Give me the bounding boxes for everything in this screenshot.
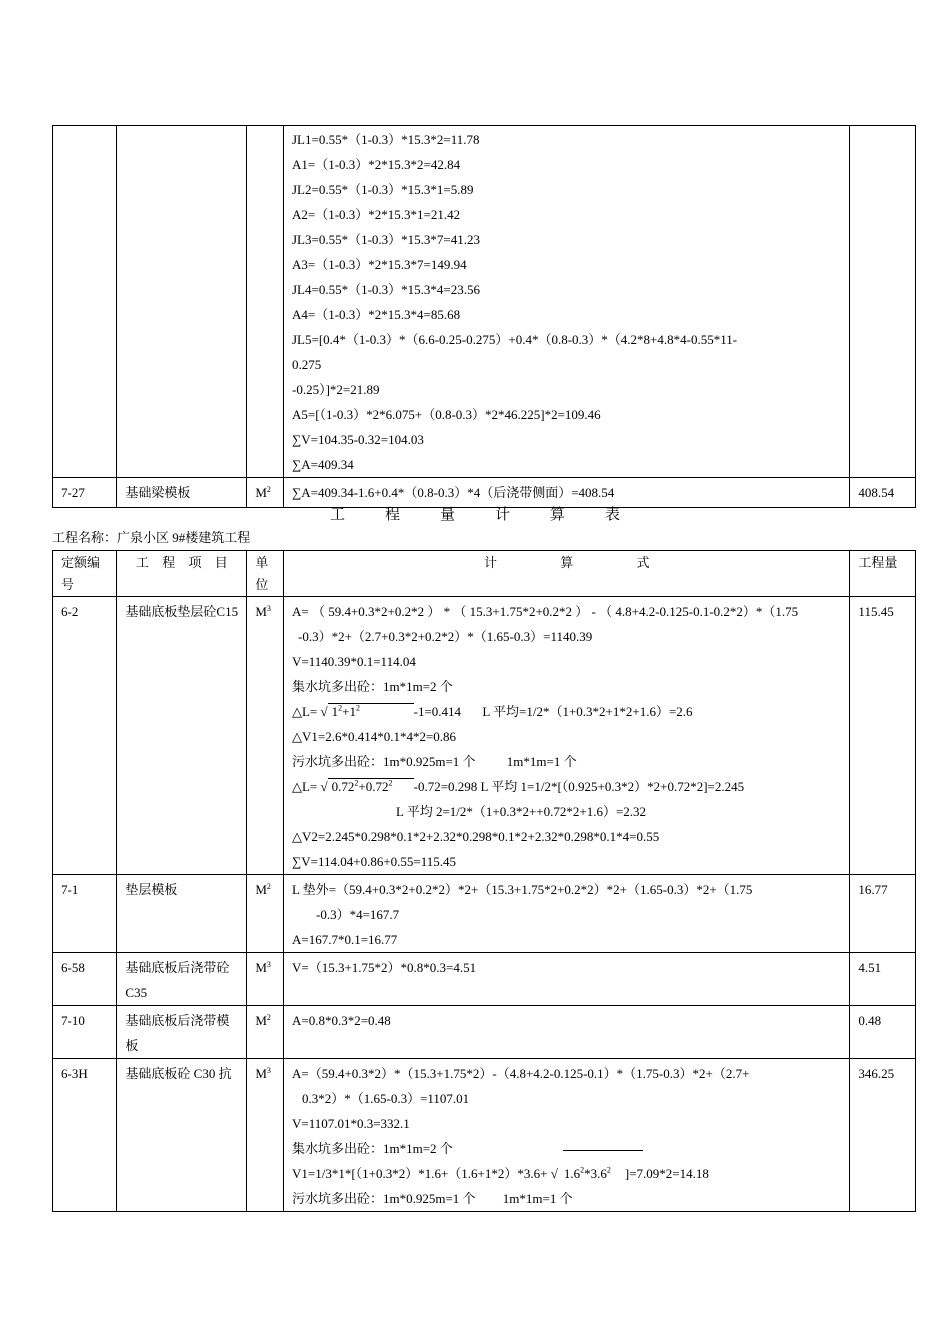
formula-line: A=（59.4+0.3*2）*（15.3+1.75*2）-（4.8+4.2-0.125-0.1）*（1.75-0.3）*2+（2.7+ xyxy=(291,1066,750,1081)
radicand xyxy=(558,1166,617,1181)
unit-cell xyxy=(247,126,284,478)
formula-line: ∑A=409.34 xyxy=(291,457,354,472)
formula-line: ∑V=114.04+0.86+0.55=115.45 xyxy=(291,854,457,869)
formula-line xyxy=(292,749,841,774)
formula-line: JL3=0.55*（1-0.3）*15.3*7=41.23 xyxy=(291,232,480,247)
radicand-base: 1 xyxy=(331,704,339,719)
formula-cell xyxy=(283,597,849,875)
unit-base: M xyxy=(255,485,267,500)
formula-line xyxy=(292,1161,841,1186)
formula-text: 1m*1m=1 个 xyxy=(502,1191,573,1206)
formula-cell xyxy=(283,126,849,478)
quantity-cell: 115.45 xyxy=(850,597,916,875)
radicand-exp: 2 xyxy=(580,1165,585,1175)
radicand-exp: 2 xyxy=(354,778,359,788)
table-row xyxy=(53,953,916,1006)
radicand-exp: 2 xyxy=(606,1165,611,1175)
table-row xyxy=(53,126,916,478)
title-char: 工 xyxy=(329,507,345,523)
quantity-cell: 16.77 xyxy=(850,875,916,953)
formula-line: △V2=2.245*0.298*0.1*2+2.32*0.298*0.1*2+2.32*0.298*0.1*4=0.55 xyxy=(291,829,660,844)
formula-line: -0.3）*2+（2.7+0.3*2+0.2*2）*（1.65-0.3）=1140.39 xyxy=(297,629,593,644)
table-row xyxy=(53,875,916,953)
formula-line: JL2=0.55*（1-0.3）*15.3*1=5.89 xyxy=(291,182,474,197)
formula-line xyxy=(292,774,841,799)
formula-line xyxy=(292,1186,841,1211)
formula-text: 集水坑多出砼：1m*1m=2 个 xyxy=(291,1141,453,1156)
formula-line xyxy=(292,699,841,724)
formula-line: A=167.7*0.1=16.77 xyxy=(291,932,398,947)
unit-exponent: 2 xyxy=(266,485,271,494)
code-cell: 7-1 xyxy=(53,875,117,953)
header-unit: 单位 xyxy=(247,551,284,597)
table-row xyxy=(53,1006,916,1059)
calc-table xyxy=(52,550,916,1212)
item-cell: 垫层模板 xyxy=(117,875,247,953)
formula-line: A=0.8*0.3*2=0.48 xyxy=(291,1013,391,1028)
formula-line: ∑A=409.34-1.6+0.4*（0.8-0.3）*4（后浇带侧面）=408.54 xyxy=(291,485,615,500)
formula-text: ]=7.09*2=14.18 xyxy=(624,1166,709,1181)
project-name: 工程名称：广泉小区 9#楼建筑工程 xyxy=(52,530,251,545)
title-char: 表 xyxy=(605,507,621,523)
formula-text: -0.72=0.298 L 平均 1=1/2*[（0.925+0.3*2）*2+0.72*2]=2.245 xyxy=(413,779,745,794)
code-cell xyxy=(53,126,117,478)
formula-line: -0.25）]*2=21.89 xyxy=(291,382,380,397)
table-header-row xyxy=(53,551,916,597)
formula-text: △L= √ xyxy=(291,704,328,719)
unit-exponent: 3 xyxy=(266,1066,271,1075)
formula-line: A3=（1-0.3）*2*15.3*7=149.94 xyxy=(291,257,467,272)
formula-line: A1=（1-0.3）*2*15.3*2=42.84 xyxy=(291,157,461,172)
unit-base: M xyxy=(255,960,267,975)
item-cell: 基础梁模板 xyxy=(117,478,247,508)
formula-line: V=1107.01*0.3=332.1 xyxy=(291,1116,410,1131)
quantity-cell: 408.54 xyxy=(850,478,916,508)
page-title xyxy=(0,503,950,524)
sqrt-radicand xyxy=(328,703,414,720)
formula-line: A4=（1-0.3）*2*15.3*4=85.68 xyxy=(291,307,461,322)
sqrt-radicand xyxy=(328,778,414,795)
formula-line: 0.275 xyxy=(291,357,322,372)
radicand-exp: 2 xyxy=(338,703,343,713)
item-cell xyxy=(117,126,247,478)
item-cell: 基础底板后浇带砼C35 xyxy=(117,953,247,1006)
item-cell: 基础底板后浇带模板 xyxy=(117,1006,247,1059)
unit-cell xyxy=(247,597,284,875)
formula-line: A2=（1-0.3）*2*15.3*1=21.42 xyxy=(291,207,461,222)
title-char: 量 xyxy=(439,507,455,523)
item-cell: 基础底板垫层砼C15 xyxy=(117,597,247,875)
unit-cell xyxy=(247,1006,284,1059)
header-code: 定额编号 xyxy=(53,551,117,597)
formula-text: 1m*1m=1 个 xyxy=(506,754,577,769)
formula-line: ∑V=104.35-0.32=104.03 xyxy=(291,432,424,447)
formula-text: -1=0.414 xyxy=(413,704,462,719)
formula-text: 污水坑多出砼：1m*0.925m=1 个 xyxy=(291,1191,476,1206)
quantity-cell: 346.25 xyxy=(850,1059,916,1212)
item-cell: 基础底板砼 C30 抗 xyxy=(117,1059,247,1212)
formula-line: 集水坑多出砼：1m*1m=2 个 xyxy=(291,679,453,694)
radicand-base: +0.72 xyxy=(358,779,389,794)
formula-line: L 垫外=（59.4+0.3*2+0.2*2）*2+（15.3+1.75*2+0.2*2）*2+（1.65-0.3）*2+（1.75 xyxy=(291,882,753,897)
formula-line: -0.3）*4=167.7 xyxy=(315,907,400,922)
formula-cell xyxy=(283,953,849,1006)
header-item: 工 程 项 目 xyxy=(117,551,247,597)
formula-text: V1=1/3*1*[（1+0.3*2）*1.6+（1.6+1*2）*3.6+ √ xyxy=(291,1166,558,1181)
unit-base: M xyxy=(255,604,267,619)
formula-line: JL1=0.55*（1-0.3）*15.3*2=11.78 xyxy=(291,132,480,147)
formula-line: A= （ 59.4+0.3*2+0.2*2 ） * （ 15.3+1.75*2+0.2*2 ） - （ 4.8+4.2-0.125-0.1-0.2*2）*（1.75 xyxy=(291,604,799,619)
radical-overline xyxy=(563,1150,643,1151)
radicand-base: 1.6 xyxy=(563,1166,581,1181)
formula-line: A5=[（1-0.3）*2*6.075+（0.8-0.3）*2*46.225]*2=109.46 xyxy=(291,407,601,422)
radicand-base: *3.6 xyxy=(584,1166,607,1181)
formula-text: L 平均=1/2*（1+0.3*2+1*2+1.6）=2.6 xyxy=(482,704,693,719)
unit-exponent: 3 xyxy=(266,960,271,969)
code-cell: 6-3H xyxy=(53,1059,117,1212)
formula-cell xyxy=(283,875,849,953)
code-cell: 6-58 xyxy=(53,953,117,1006)
formula-text: △L= √ xyxy=(291,779,328,794)
formula-line: JL5=[0.4*（1-0.3）*（6.6-0.25-0.275）+0.4*（0.8-0.3）*（4.2*8+4.8*4-0.55*11- xyxy=(291,332,738,347)
quantity-cell: 0.48 xyxy=(850,1006,916,1059)
radicand-exp: 2 xyxy=(355,703,360,713)
formula-line: 0.3*2）*（1.65-0.3）=1107.01 xyxy=(301,1091,470,1106)
code-cell: 7-27 xyxy=(53,478,117,508)
unit-cell xyxy=(247,1059,284,1212)
formula-line: V=（15.3+1.75*2）*0.8*0.3=4.51 xyxy=(291,960,477,975)
quantity-cell: 4.51 xyxy=(850,953,916,1006)
title-char: 算 xyxy=(550,507,566,523)
unit-base: M xyxy=(255,882,267,897)
radicand-base: 0.72 xyxy=(331,779,355,794)
unit-exponent: 2 xyxy=(266,1013,271,1022)
unit-cell xyxy=(247,875,284,953)
title-char: 计 xyxy=(495,507,511,523)
formula-line: V=1140.39*0.1=114.04 xyxy=(291,654,416,669)
quantity-cell xyxy=(850,126,916,478)
unit-exponent: 2 xyxy=(266,882,271,891)
code-cell: 7-10 xyxy=(53,1006,117,1059)
formula-line xyxy=(292,1136,841,1161)
header-formula: 计 算 式 xyxy=(283,551,849,597)
formula-line: △V1=2.6*0.414*0.1*4*2=0.86 xyxy=(291,729,457,744)
table-row xyxy=(53,597,916,875)
unit-exponent: 3 xyxy=(266,604,271,613)
unit-cell xyxy=(247,953,284,1006)
formula-line: JL4=0.55*（1-0.3）*15.3*4=23.56 xyxy=(291,282,480,297)
radicand-exp: 2 xyxy=(388,778,393,788)
formula-cell xyxy=(283,1059,849,1212)
table-row xyxy=(53,1059,916,1212)
formula-line: L 平均 2=1/2*（1+0.3*2++0.72*2+1.6）=2.32 xyxy=(395,804,647,819)
radicand-base: +1 xyxy=(342,704,356,719)
title-char: 程 xyxy=(384,507,400,523)
calc-table-continued xyxy=(52,125,916,508)
unit-base: M xyxy=(255,1013,267,1028)
formula-text: 污水坑多出砼：1m*0.925m=1 个 xyxy=(291,754,476,769)
header-quantity: 工程量 xyxy=(850,551,916,597)
code-cell: 6-2 xyxy=(53,597,117,875)
unit-base: M xyxy=(255,1066,267,1081)
formula-cell xyxy=(283,1006,849,1059)
